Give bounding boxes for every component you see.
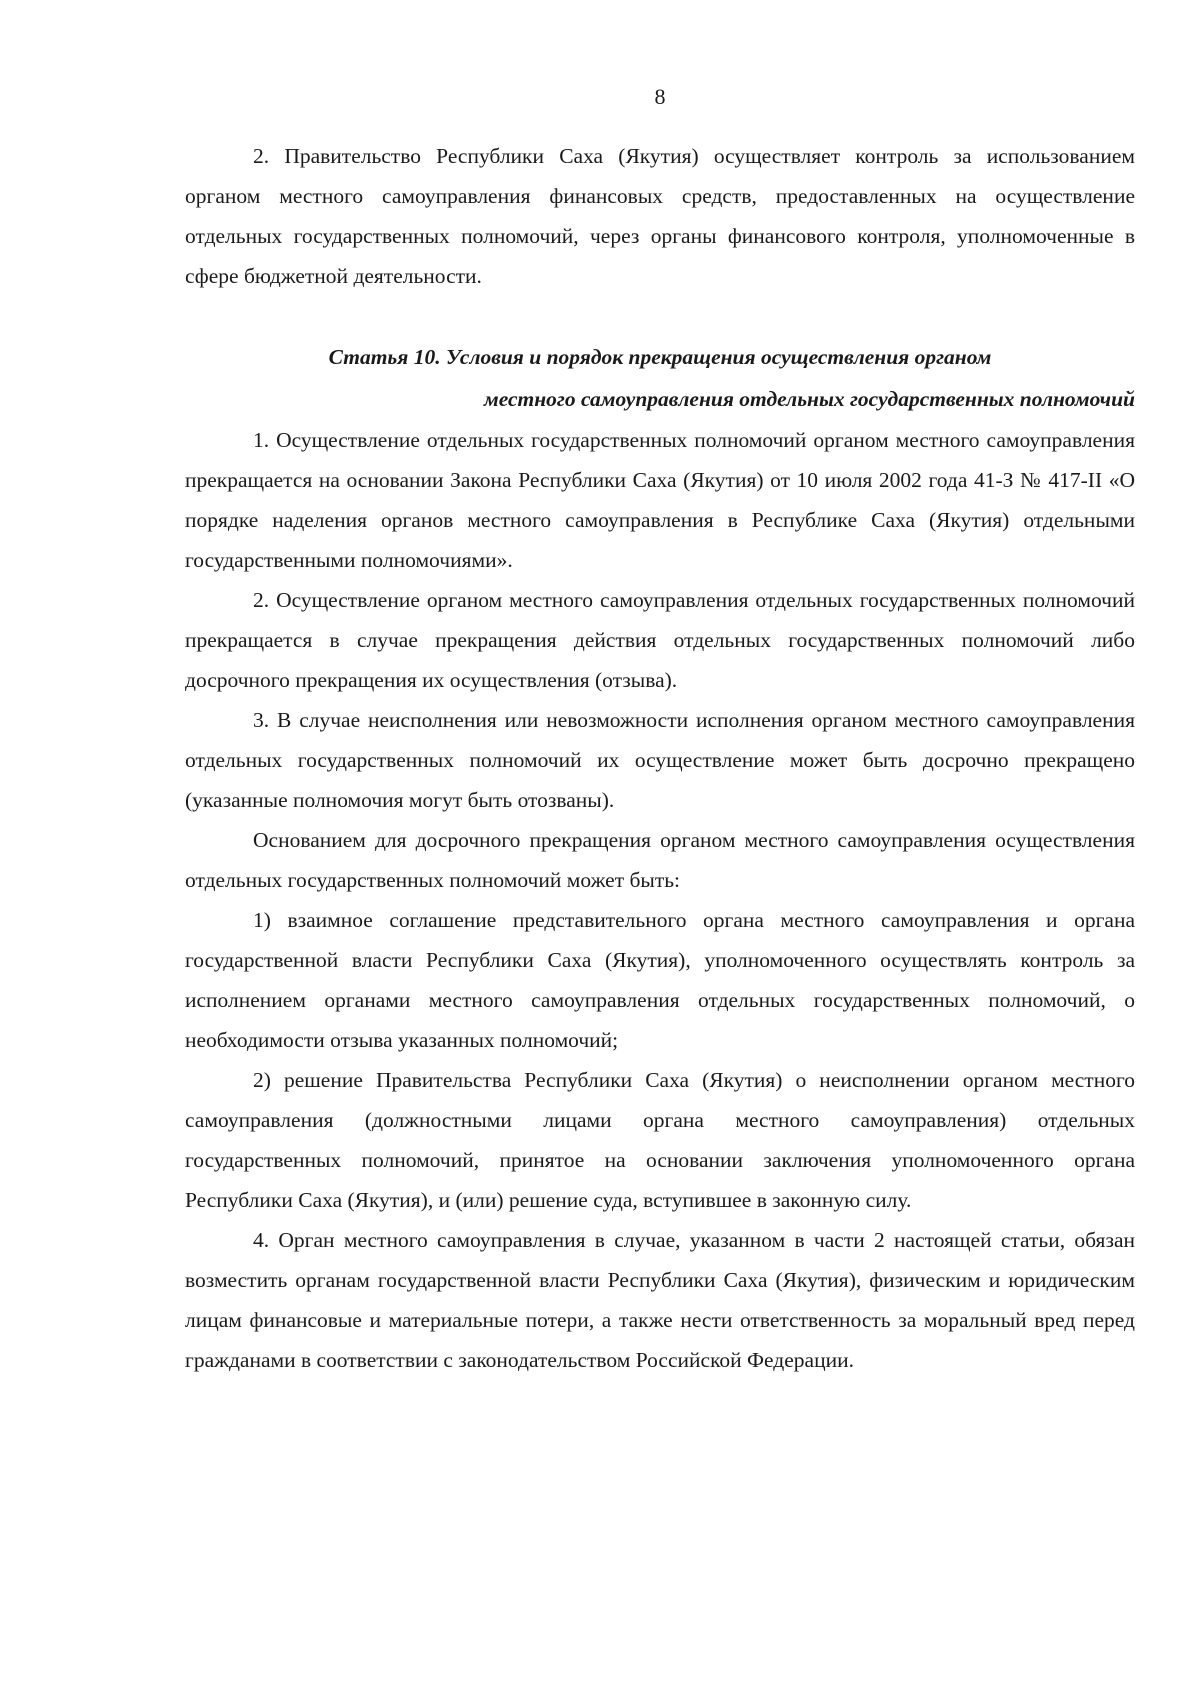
article-heading: [185, 336, 1135, 420]
paragraph-clause-4: 4. Орган местного самоуправления в случае, указанном в части 2 настоящей статьи, обязан возместить органам государственной власти Республики Саха (Якутия), физическим и юридическим лицам финансовые и материальные потери, а также нести ответственность за моральный вред перед гражданами в соответствии с законодательством Российской Федерации.: [185, 1228, 1135, 1372]
paragraph-grounds-intro: Основанием для досрочного прекращения органом местного самоуправления осуществления отдельных государственных полномочий может быть:: [185, 828, 1135, 892]
article-heading-line-2: местного самоуправления отдельных государственных полномочий: [483, 387, 1135, 411]
page-number: 8: [654, 84, 666, 109]
paragraph-ground-1: 1) взаимное соглашение представительного органа местного самоуправления и органа государственной власти Республики Саха (Якутия), уполномоченного осуществлять контроль за исполнением органами местного самоуправления отдельных государственных полномочий, о необходимости отзыва указанных полномочий;: [185, 908, 1135, 1052]
paragraph-clause-2: 2. Осуществление органом местного самоуправления отдельных государственных полномочий прекращается в случае прекращения действия отдельных государственных полномочий либо досрочного прекращения их осуществления (отзыва).: [185, 588, 1135, 692]
paragraph-ground-2: 2) решение Правительства Республики Саха (Якутия) о неисполнении органом местного самоуправления (должностными лицами органа местного самоуправления) отдельных государственных полномочий, принятое на основании заключения уполномоченного органа Республики Саха (Якутия), и (или) решение суда, вступившее в законную силу.: [185, 1068, 1135, 1212]
paragraph-clause-1: 1. Осуществление отдельных государственных полномочий органом местного самоуправления прекращается на основании Закона Республики Саха (Якутия) от 10 июля 2002 года 41-З № 417-II «О порядке наделения органов местного самоуправления в Республике Саха (Якутия) отдельными государственными полномочиями».: [185, 428, 1135, 572]
paragraph-clause-3: 3. В случае неисполнения или невозможности исполнения органом местного самоуправления отдельных государственных полномочий их осуществление может быть досрочно прекращено (указанные полномочия могут быть отозваны).: [185, 708, 1135, 812]
document-body: [185, 136, 1135, 1380]
article-heading-line-1: Статья 10. Условия и порядок прекращения осуществления органом: [328, 345, 992, 369]
paragraph-control-clause: 2. Правительство Республики Саха (Якутия) осуществляет контроль за использованием органом местного самоуправления финансовых средств, предоставленных на осуществление отдельных государственных полномочий, через органы финансового контроля, уполномоченные в сфере бюджетной деятельности.: [185, 144, 1135, 288]
